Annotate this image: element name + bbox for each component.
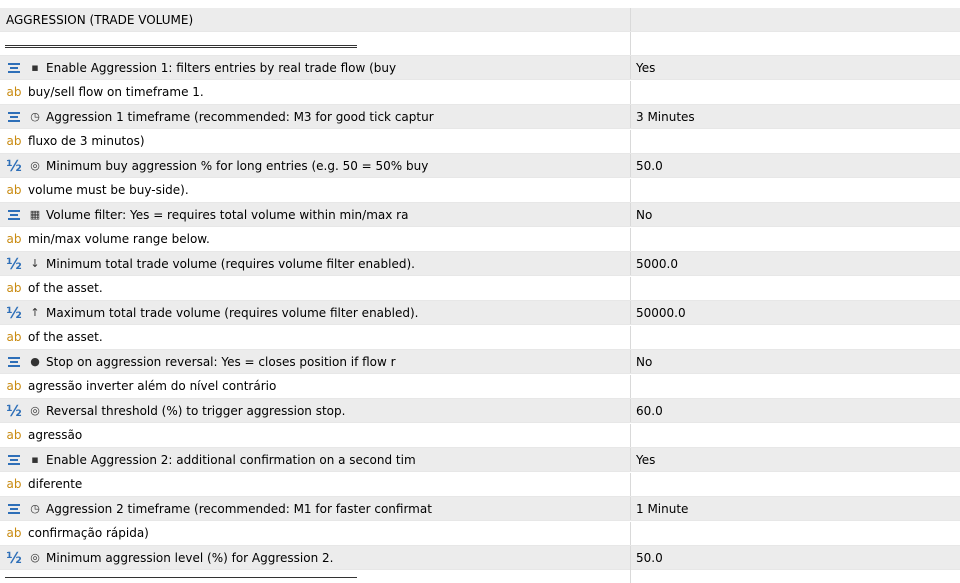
parameter-name-cell bbox=[0, 81, 630, 104]
parameter-value[interactable]: 50.0 bbox=[636, 550, 663, 565]
description-row bbox=[0, 424, 960, 448]
parameter-row[interactable] bbox=[0, 546, 960, 570]
parameter-label: Stop on aggression reversal: Yes = closes position if flow r bbox=[46, 354, 396, 369]
parameter-row[interactable] bbox=[0, 252, 960, 276]
description-row bbox=[0, 522, 960, 546]
parameter-label: agressão bbox=[28, 428, 83, 442]
parameter-row[interactable] bbox=[0, 350, 960, 374]
half-number-icon: ½ bbox=[6, 401, 22, 420]
separator-row bbox=[0, 32, 960, 56]
text-ab-icon: ab bbox=[6, 526, 22, 540]
parameter-value[interactable]: 1 Minute bbox=[636, 501, 689, 516]
text-ab-icon: ab bbox=[6, 379, 22, 393]
timer-icon: ◷ bbox=[30, 502, 40, 515]
column-divider bbox=[630, 56, 631, 79]
description-row bbox=[0, 473, 960, 497]
column-divider bbox=[630, 8, 631, 31]
parameter-name-cell bbox=[0, 252, 630, 275]
parameter-label: Enable Aggression 1: filters entries by real trade flow (buy bbox=[46, 60, 397, 75]
parameter-name-cell bbox=[0, 56, 630, 79]
column-divider bbox=[630, 497, 631, 520]
arrow-up-icon: ↑ bbox=[30, 306, 40, 319]
list-icon bbox=[5, 502, 23, 516]
parameter-label: volume must be buy-side). bbox=[28, 183, 189, 197]
parameter-row[interactable] bbox=[0, 301, 960, 325]
parameter-value[interactable]: 50.0 bbox=[636, 158, 663, 173]
parameter-name-cell bbox=[0, 154, 630, 177]
parameter-label: diferente bbox=[28, 477, 83, 491]
save-icon: ▪ bbox=[31, 61, 39, 74]
parameter-value[interactable]: 50000.0 bbox=[636, 305, 686, 320]
column-divider bbox=[630, 179, 631, 202]
save-icon: ▪ bbox=[31, 453, 39, 466]
text-ab-icon: ab bbox=[6, 85, 22, 99]
column-divider bbox=[630, 203, 631, 226]
parameter-name-cell bbox=[0, 326, 630, 349]
column-divider bbox=[630, 546, 631, 569]
column-divider bbox=[630, 252, 631, 275]
target-icon: ◎ bbox=[30, 551, 40, 564]
column-divider bbox=[630, 399, 631, 422]
parameter-value[interactable]: 60.0 bbox=[636, 403, 663, 418]
list-icon bbox=[5, 355, 23, 369]
list-icon bbox=[5, 453, 23, 467]
description-row bbox=[0, 326, 960, 350]
half-number-icon: ½ bbox=[6, 254, 22, 273]
parameter-label: buy/sell flow on timeframe 1. bbox=[28, 85, 204, 99]
parameter-name-cell bbox=[0, 473, 630, 496]
parameter-name-cell bbox=[0, 301, 630, 324]
parameter-name-cell bbox=[0, 130, 630, 153]
parameter-value[interactable]: 5000.0 bbox=[636, 256, 678, 271]
description-row bbox=[0, 228, 960, 252]
column-divider bbox=[630, 326, 631, 349]
parameter-row[interactable] bbox=[0, 203, 960, 227]
parameter-name-cell bbox=[0, 350, 630, 373]
parameter-value[interactable]: 3 Minutes bbox=[636, 109, 695, 124]
parameter-label: Volume filter: Yes = requires total volume within min/max ra bbox=[46, 207, 409, 222]
parameter-value[interactable]: No bbox=[636, 354, 653, 369]
description-row bbox=[0, 375, 960, 399]
parameter-label: Minimum buy aggression % for long entries (e.g. 50 = 50% buy bbox=[46, 158, 429, 173]
column-divider bbox=[630, 301, 631, 324]
parameter-label: Aggression 2 timeframe (recommended: M1 for faster confirmat bbox=[46, 501, 432, 516]
column-divider bbox=[630, 448, 631, 471]
parameter-row[interactable] bbox=[0, 497, 960, 521]
parameter-value[interactable]: Yes bbox=[636, 452, 656, 467]
section-header-row bbox=[0, 8, 960, 32]
target-icon: ◎ bbox=[30, 159, 40, 172]
column-divider bbox=[630, 277, 631, 300]
column-divider bbox=[630, 130, 631, 153]
parameter-label: Minimum total trade volume (requires volume filter enabled). bbox=[46, 256, 415, 271]
text-ab-icon: ab bbox=[6, 183, 22, 197]
target-icon: ◎ bbox=[30, 404, 40, 417]
column-divider bbox=[630, 473, 631, 496]
parameter-name-cell bbox=[0, 277, 630, 300]
parameter-label: min/max volume range below. bbox=[28, 232, 210, 246]
parameter-label: Aggression 1 timeframe (recommended: M3 for good tick captur bbox=[46, 109, 434, 124]
half-number-icon: ½ bbox=[6, 548, 22, 567]
parameter-label: Enable Aggression 2: additional confirmation on a second tim bbox=[46, 452, 416, 467]
column-divider bbox=[630, 522, 631, 545]
parameter-label: confirmação rápida) bbox=[28, 526, 149, 540]
text-ab-icon: ab bbox=[6, 428, 22, 442]
half-number-icon: ½ bbox=[6, 303, 22, 322]
list-icon bbox=[5, 208, 23, 222]
column-divider bbox=[630, 81, 631, 104]
column-divider bbox=[630, 105, 631, 128]
list-icon bbox=[5, 61, 23, 75]
parameter-row[interactable] bbox=[0, 105, 960, 129]
parameter-row[interactable] bbox=[0, 399, 960, 423]
parameter-value[interactable]: Yes bbox=[636, 60, 656, 75]
calculator-icon: ▦ bbox=[29, 208, 41, 221]
parameter-name-cell bbox=[0, 522, 630, 545]
section-header-cell bbox=[0, 8, 630, 31]
text-ab-icon: ab bbox=[6, 281, 22, 295]
parameter-value[interactable]: No bbox=[636, 207, 653, 222]
parameter-name-cell bbox=[0, 448, 630, 471]
parameter-label: agressão inverter além do nível contrário bbox=[28, 379, 277, 393]
timer-icon: ◷ bbox=[30, 110, 40, 123]
description-row bbox=[0, 130, 960, 154]
parameter-name-cell bbox=[0, 375, 630, 398]
half-number-icon: ½ bbox=[6, 156, 22, 175]
parameter-name-cell bbox=[0, 546, 630, 569]
text-ab-icon: ab bbox=[6, 232, 22, 246]
parameter-name-cell bbox=[0, 424, 630, 447]
parameter-name-cell bbox=[0, 105, 630, 128]
parameter-label: Maximum total trade volume (requires volume filter enabled). bbox=[46, 305, 419, 320]
parameter-label: Reversal threshold (%) to trigger aggression stop. bbox=[46, 403, 346, 418]
parameter-label: fluxo de 3 minutos) bbox=[28, 134, 145, 148]
column-divider bbox=[630, 569, 631, 583]
description-row bbox=[0, 179, 960, 203]
arrow-down-icon: ↓ bbox=[30, 257, 40, 270]
parameter-name-cell bbox=[0, 228, 630, 251]
parameter-name-cell bbox=[0, 203, 630, 226]
section-title: AGGRESSION (TRADE VOLUME) bbox=[6, 12, 194, 27]
parameter-row[interactable] bbox=[0, 448, 960, 472]
text-ab-icon: ab bbox=[6, 330, 22, 344]
description-row bbox=[0, 81, 960, 105]
column-divider bbox=[630, 375, 631, 398]
column-divider bbox=[630, 32, 631, 55]
separator-line bbox=[5, 577, 357, 580]
parameter-label: Minimum aggression level (%) for Aggression 2. bbox=[46, 550, 334, 565]
column-divider bbox=[630, 228, 631, 251]
parameter-row[interactable] bbox=[0, 56, 960, 80]
parameter-name-cell bbox=[0, 179, 630, 202]
parameter-label: of the asset. bbox=[28, 281, 103, 295]
text-ab-icon: ab bbox=[6, 477, 22, 491]
parameter-name-cell bbox=[0, 399, 630, 422]
parameter-row[interactable] bbox=[0, 154, 960, 178]
description-row bbox=[0, 277, 960, 301]
list-icon bbox=[5, 110, 23, 124]
column-divider bbox=[630, 154, 631, 177]
text-ab-icon: ab bbox=[6, 134, 22, 148]
stop-circle-icon: ● bbox=[30, 355, 40, 368]
column-divider bbox=[630, 350, 631, 373]
separator-line bbox=[5, 45, 357, 48]
column-divider bbox=[630, 424, 631, 447]
parameter-name-cell bbox=[0, 497, 630, 520]
parameter-label: of the asset. bbox=[28, 330, 103, 344]
